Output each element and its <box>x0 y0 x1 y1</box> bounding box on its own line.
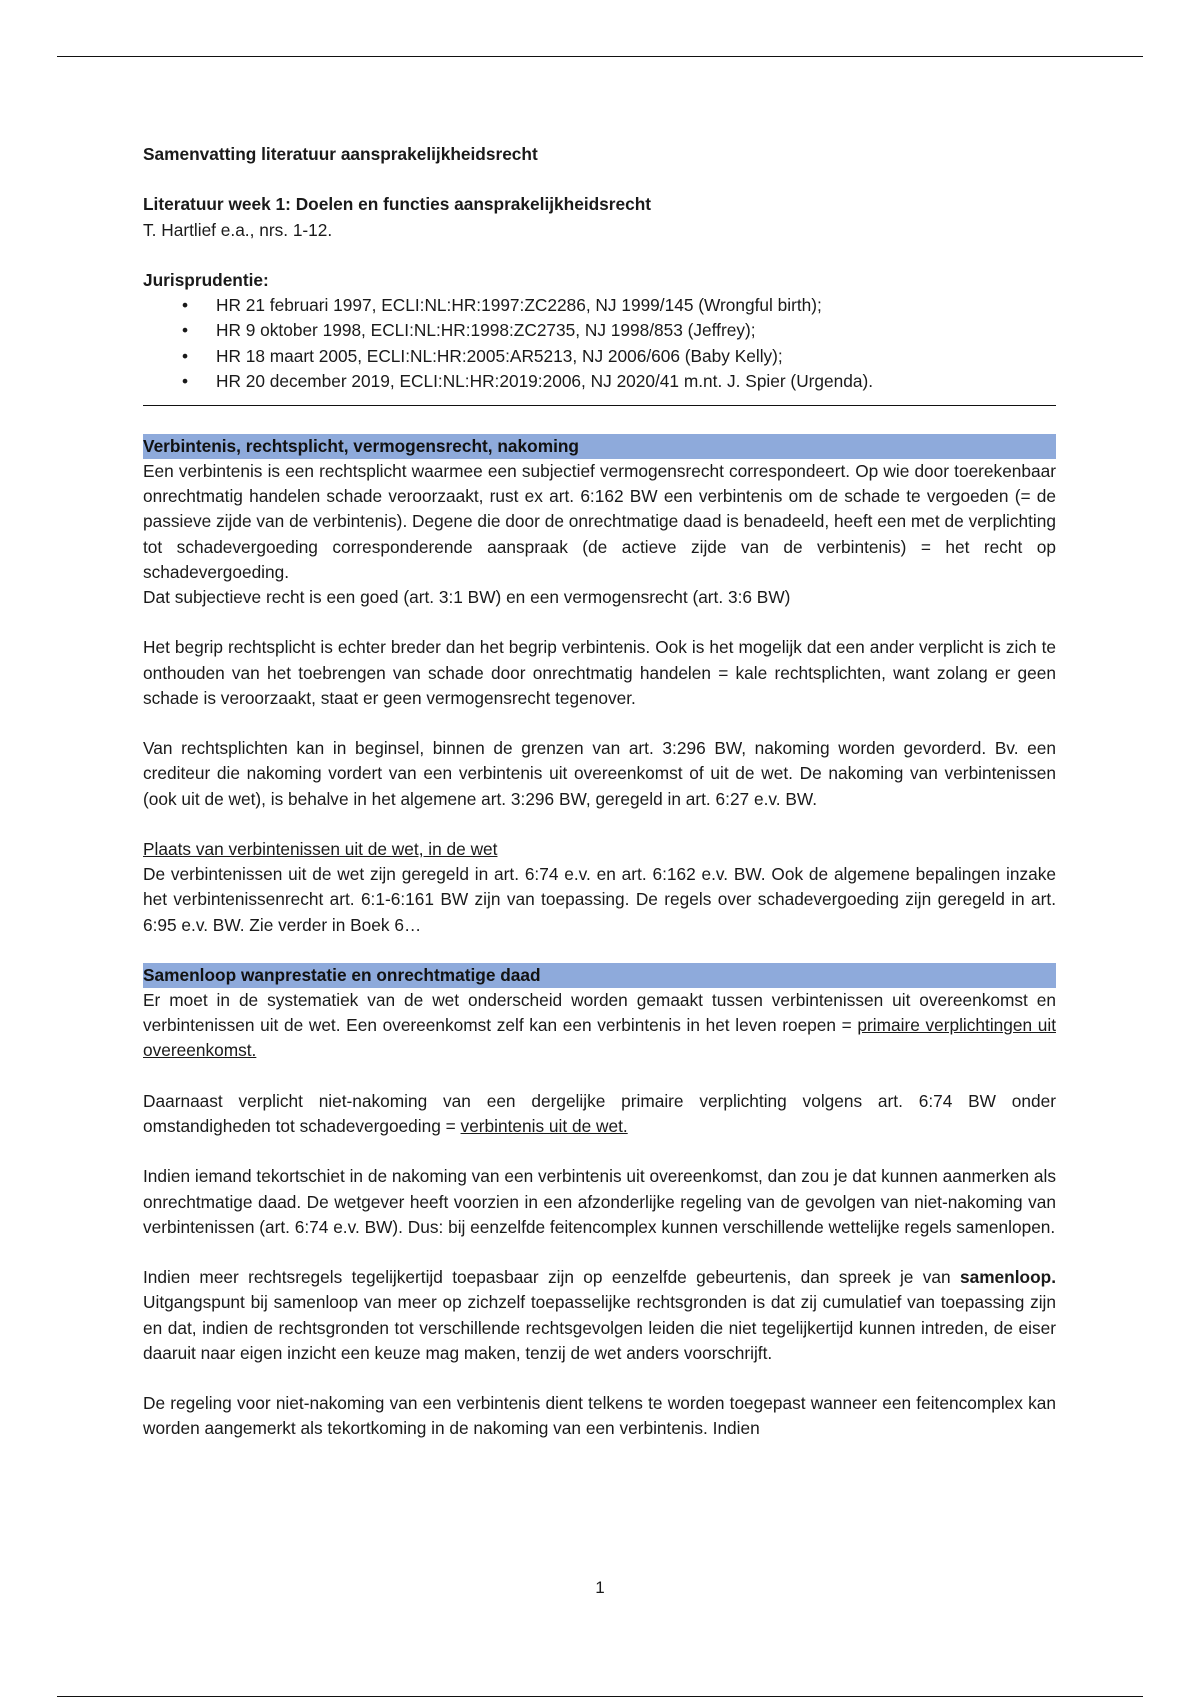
bold-term: samenloop. <box>959 1267 1056 1288</box>
document-body <box>143 142 1056 1442</box>
paragraph: Een verbintenis is een rechtsplicht waarmee een subjectief vermogensrecht correspondeert. Op wie door toerekenbaar onrechtmatig handelen schade veroorzaakt, rust ex art. 6:162 BW een verbintenis om de schade te vergoeden (= de passieve zijde van de verbintenis). Degene die door de onrechtmatige daad is benadeeld, heeft een met de verplichting tot schadevergoeding corresponderende aanspraak (de actieve zijde van de verbintenis) = het recht op schadevergoeding. <box>143 461 1056 582</box>
list-item: • HR 9 oktober 1998, ECLI:NL:HR:1998:ZC2735, NJ 1998/853 (Jeffrey); <box>143 318 1056 343</box>
week-reading: T. Hartlief e.a., nrs. 1-12. <box>143 219 333 240</box>
subheading: Plaats van verbintenissen uit de wet, in de wet <box>143 839 498 859</box>
jurisprudence-list <box>143 293 1056 394</box>
paragraph <box>143 988 1056 1064</box>
jurisprudence-heading: Jurisprudentie: <box>143 269 269 290</box>
list-item: • HR 18 maart 2005, ECLI:NL:HR:2005:AR5213, NJ 2006/606 (Baby Kelly); <box>143 344 1056 369</box>
list-item: • HR 21 februari 1997, ECLI:NL:HR:1997:ZC2286, NJ 1999/145 (Wrongful birth); <box>143 293 1056 318</box>
list-item: • HR 20 december 2019, ECLI:NL:HR:2019:2006, NJ 2020/41 m.nt. J. Spier (Urgenda). <box>143 369 1056 394</box>
document-title: Samenvatting literatuur aansprakelijkheidsrecht <box>143 144 538 164</box>
paragraph <box>143 1089 1056 1139</box>
paragraph-text: Uitgangspunt bij samenloop van meer op zichzelf toepasselijke rechtsgronden is dat zij cumulatief van toepassing zijn en dat, indien de rechtsgronden tot verschillende rechtsgevolgen leiden die niet tegelijkertijd kunnen intreden, de eiser daaruit naar eigen inzicht een keuze mag maken, tenzij de wet anders voorschrijft. <box>143 1292 1056 1363</box>
paragraph-text: Indien meer rechtsregels tegelijkertijd toepasbaar zijn op eenzelfde gebeurtenis, dan spreek je van <box>143 1267 960 1288</box>
section-heading: Verbintenis, rechtsplicht, vermogensrecht, nakoming <box>143 434 1056 459</box>
paragraph: Indien iemand tekortschiet in de nakoming van een verbintenis uit overeenkomst, dan zou je dat kunnen aanmerken als onrechtmatige daad. De wetgever heeft voorzien in een afzonderlijke regeling van de gevolgen van niet-nakoming van verbintenissen (art. 6:74 e.v. BW). Dus: bij eenzelfde feitencomplex kunnen verschillende wettelijke regels samenlopen. <box>143 1166 1056 1237</box>
paragraph: Het begrip rechtsplicht is echter breder dan het begrip verbintenis. Ook is het mogelijk dat een ander verplicht is zich te onthouden van het toebrengen van schade door onrechtmatig handelen = kale rechtsplichten, want zolang er geen schade is veroorzaakt, staat er geen vermogensrecht tegenover. <box>143 637 1056 708</box>
paragraph-text: Daarnaast verplicht niet-nakoming van een dergelijke primaire verplichting volgens art. 6:74 BW onder omstandigheden tot schadevergoeding = <box>143 1090 1056 1136</box>
paragraph: De regeling voor niet-nakoming van een verbintenis dient telkens te worden toegepast wanneer een feitencomplex kan worden aangemerkt als tekortkoming in de nakoming van een verbintenis. Indien <box>143 1393 1056 1439</box>
week-heading: Literatuur week 1: Doelen en functies aansprakelijkheidsrecht <box>143 194 652 215</box>
section-heading: Samenloop wanprestatie en onrechtmatige daad <box>143 963 1056 988</box>
paragraph-text: Er moet in de systematiek van de wet onderscheid worden gemaakt tussen verbintenissen uit overeenkomst en verbintenissen uit de wet. Een overeenkomst zelf kan een verbintenis in het leven roepen = <box>143 990 1056 1036</box>
footer-rule <box>57 1696 1143 1697</box>
header-rule <box>57 56 1143 57</box>
paragraph: Van rechtsplichten kan in beginsel, binnen de grenzen van art. 3:296 BW, nakoming worden gevorderd. Bv. een crediteur die nakoming vordert van een verbintenis uit overeenkomst of uit de wet. De nakoming van verbintenissen (ook uit de wet), is behalve in het algemene art. 3:296 BW, geregeld in art. 6:27 e.v. BW. <box>143 738 1056 809</box>
paragraph: Dat subjectieve recht is een goed (art. 3:1 BW) en een vermogensrecht (art. 3:6 BW) <box>143 587 791 608</box>
page-number: 1 <box>595 1578 605 1597</box>
paragraph: De verbintenissen uit de wet zijn geregeld in art. 6:74 e.v. en art. 6:162 e.v. BW. Ook de algemene bepalingen inzake het verbintenissenrecht art. 6:1-6:161 BW zijn van toepassing. De regels over schadevergoeding zijn geregeld in art. 6:95 e.v. BW. Zie verder in Boek 6… <box>143 864 1056 935</box>
underlined-term: verbintenis uit de wet. <box>460 1116 628 1136</box>
paragraph <box>143 1265 1056 1366</box>
underlined-term: primaire verplichtingen uit overeenkomst. <box>143 1015 1056 1061</box>
